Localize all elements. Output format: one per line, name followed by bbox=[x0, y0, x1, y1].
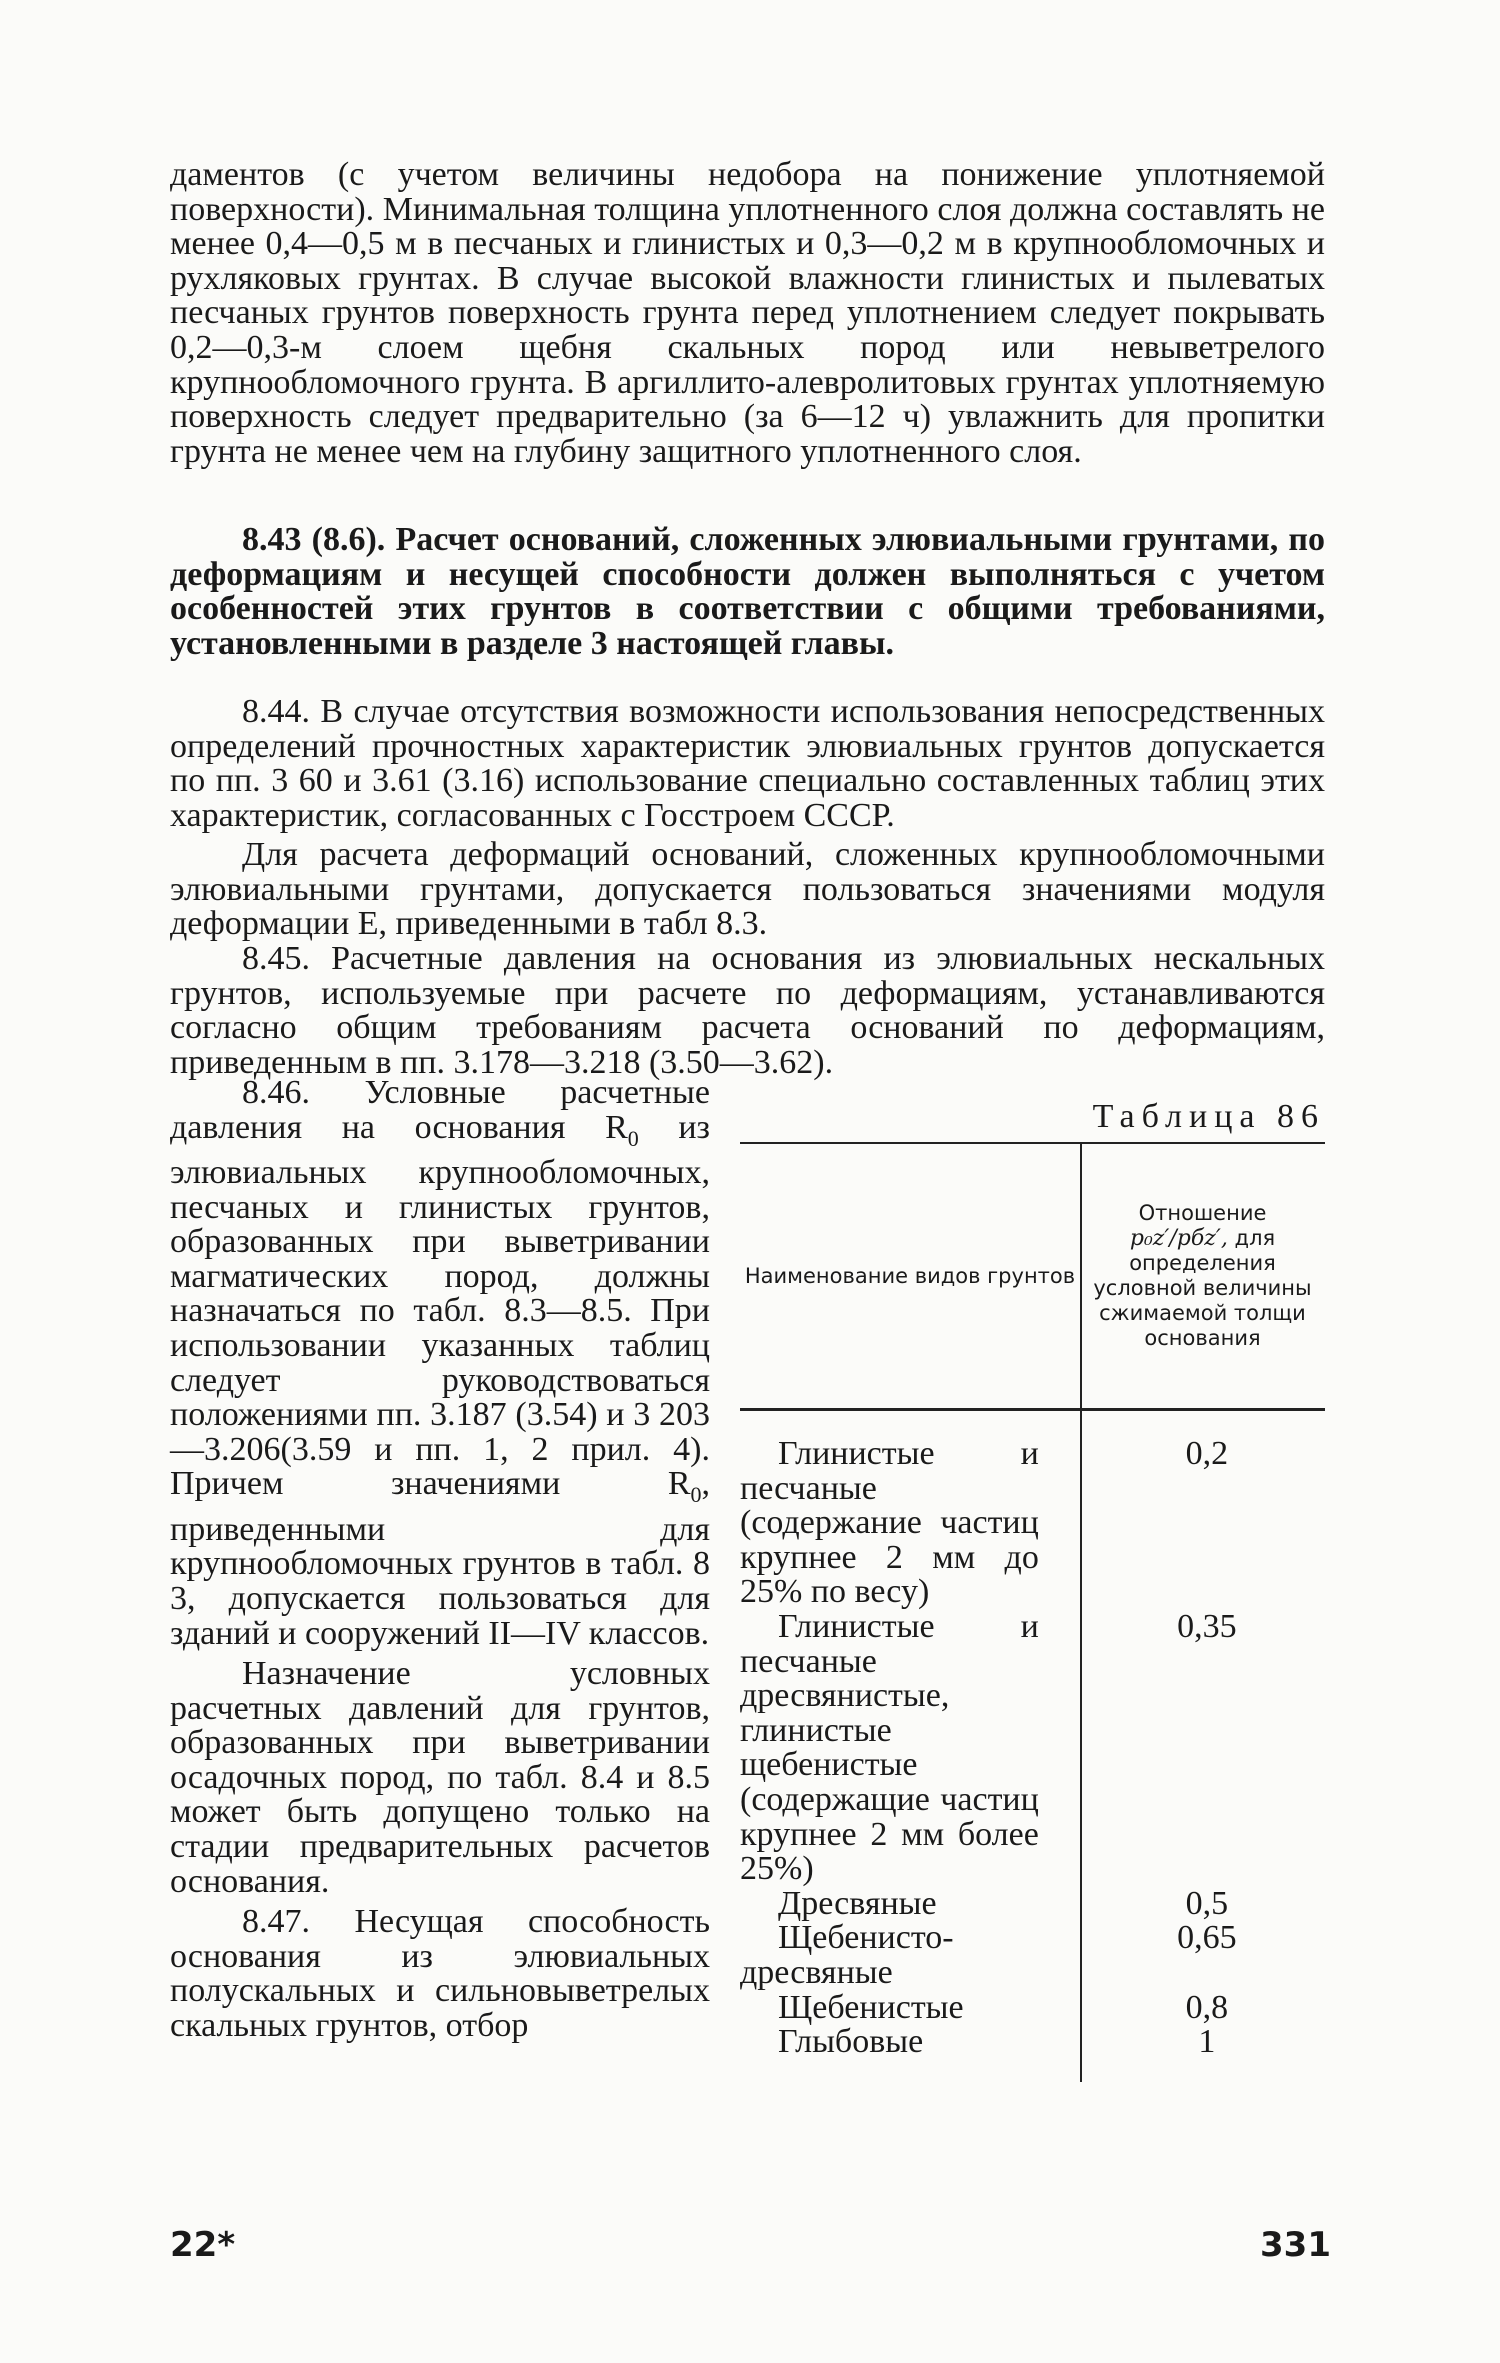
header-ratio-label: Отношение bbox=[1138, 1201, 1267, 1225]
soil-type-cell: Щебенисто-дресвяные bbox=[740, 1919, 954, 1991]
header-ratio bbox=[1080, 1144, 1325, 1408]
page-number: 331 bbox=[1260, 2225, 1331, 2265]
table-row bbox=[740, 1921, 1325, 1990]
ratio-value-cell: 1 bbox=[1198, 2023, 1216, 2061]
soil-type-cell: Щебенистые bbox=[778, 1988, 964, 2026]
ratio-value-cell: 0,8 bbox=[1185, 1988, 1229, 2026]
ratio-value-cell: 0,2 bbox=[1185, 1435, 1229, 1472]
soil-type-cell: Глыбовые bbox=[778, 2023, 924, 2061]
table-row bbox=[740, 2025, 1325, 2060]
soil-ratio-table bbox=[740, 1142, 1325, 2060]
table-row bbox=[740, 1607, 1325, 1888]
left-column bbox=[170, 1076, 710, 2044]
paragraph-intro: даментов (с учетом величины недобора на понижение уплотняемой поверхности). Минимальная толщина уплотненного слоя должна составлять не менее 0,4—0,5 м в песчаных и глинистых и 0,3—0,2 м в крупнообломочных и рухляковых грунтах. В случае высокой влажности глинистых и пылеватых песчаных грунтов поверхность грунта перед уплотнением следует покрывать 0,2—0,3-м слоем щебня скальных пород или невыветрелого крупнообломочного грунта. В аргиллито-алевролитовых грунтах уплотняемую поверхность следует предварительно (за 6—12 ч) увлажнить для пропитки грунта не менее чем на глубину защитного уплотненного слоя. bbox=[170, 156, 1325, 470]
table-caption: Таблица 86 bbox=[1092, 1098, 1325, 1135]
paragraph-8-44: 8.44. В случае отсутствия возможности использования непосредственных определений прочностных характеристик элювиальных грунтов допускается по пп. 3 60 и 3.61 (3.16) использование специально составленных таблиц этих характеристик, согласованных с Госстроем СССР. bbox=[170, 693, 1325, 834]
soil-type-cell: Глинистые и песчаные (содержание частиц крупнее 2 мм до 25% по весу) bbox=[740, 1435, 1039, 1611]
header-soil-type: Наименование видов грунтов bbox=[744, 1264, 1076, 1288]
paragraph-8-46: 8.46. Условные расчетные давления на основания $R_0$ из элювиальных крупнообломочных, песчаных и глинистых грунтов, образованных при выветривании магматических пород, должны назначаться по табл. 8.3—8.5. При использовании указанных таблиц следует руководствоваться положениями пп. 3.187 (3.54) и 3 203—3.206(3.59 и пп. 1, 2 прил. 4). Причем значениями $R_0$, приведенными для крупнообломочных грунтов в табл. 8 3, допускается пользоваться для зданий и сооружений II—IV классов. bbox=[170, 1074, 710, 1652]
header-ratio-description: для определения условной величины сжимаемой толщи основания bbox=[1093, 1226, 1312, 1350]
signature-mark: 22* bbox=[170, 2225, 236, 2265]
soil-type-cell: Глинистые и песчаные дресвянистые, глинистые щебенистые (содержащие частиц крупнее 2 мм более 25%) bbox=[740, 1607, 1039, 1888]
paragraph-8-46-sedimentary: Назначение условных расчетных давлений для грунтов, образованных при выветривании осадочных пород, по табл. 8.4 и 8.5 может быть допущено только на стадии предварительных расчетов основания. bbox=[170, 1655, 710, 1900]
table-header bbox=[740, 1142, 1325, 1411]
ratio-value-cell: 0,5 bbox=[1185, 1884, 1229, 1922]
paragraph-8-43: 8.43 (8.6). Расчет оснований, сложенных элювиальными грунтами, по деформациям и несущей способности должен выполняться с учетом особенностей этих грунтов в соответствии с общими требованиями, установленными в разделе 3 настоящей главы. bbox=[170, 521, 1325, 662]
table-row bbox=[740, 1988, 1325, 2026]
ratio-value-cell: 0,65 bbox=[1177, 1919, 1237, 1957]
table-row bbox=[740, 1437, 1325, 1610]
header-ratio-formula: p₀z′/pбz′, bbox=[1129, 1226, 1228, 1251]
paragraph-8-45: 8.45. Расчетные давления на основания из элювиальных нескальных грунтов, используемые при расчете по деформациям, устанавливаются согласно общим требованиям расчета оснований по деформациям, приведенным в пп. 3.178—3.218 (3.50—3.62). bbox=[170, 940, 1325, 1081]
table-row bbox=[740, 1884, 1325, 1922]
paragraph-8-44-deformation: Для расчета деформаций оснований, сложенных крупнообломочными элювиальными грунтами, допускается пользоваться значениями модуля деформации E, приведенными в табл 8.3. bbox=[170, 836, 1325, 943]
paragraph-8-47: 8.47. Несущая способность основания из элювиальных полускальных и сильновыветрелых скальных грунтов, отбор bbox=[170, 1903, 710, 2045]
ratio-value-cell: 0,35 bbox=[1177, 1607, 1237, 1645]
table-body bbox=[740, 1411, 1325, 2060]
soil-type-cell: Дресвяные bbox=[778, 1884, 937, 1922]
